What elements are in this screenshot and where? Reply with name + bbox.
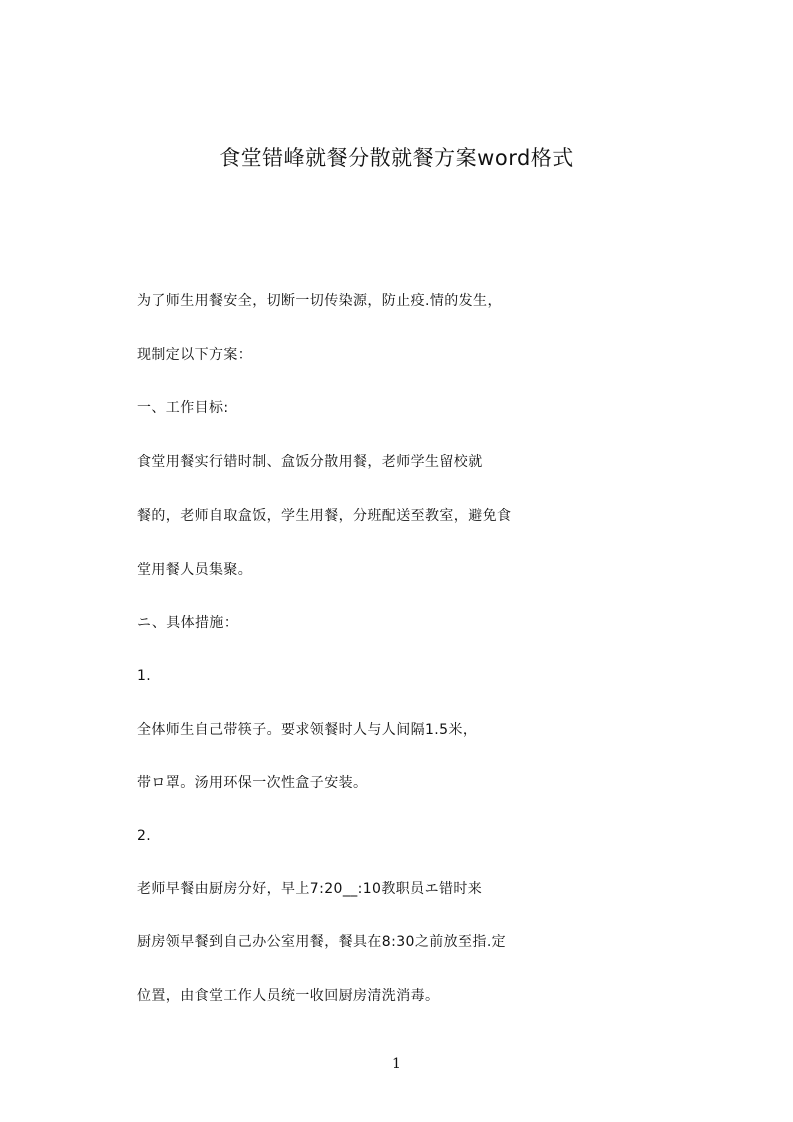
document-title: 食堂错峰就餐分散就餐方案word格式	[219, 146, 574, 170]
paragraph-line: 老师早餐由厨房分好，早上7:20__:10教职员エ错时来	[137, 881, 483, 897]
section-heading: 一、工作目标:	[137, 400, 229, 416]
list-number: 1.	[137, 668, 152, 684]
paragraph-line: 位置，由食堂工作人员统一收回厨房清洗消毒。	[137, 988, 440, 1004]
paragraph-line: 全体师生自己带筷子。要求领餐时人与人间隔1.5米，	[137, 722, 478, 738]
paragraph-line: 现制定以下方案：	[137, 347, 253, 363]
list-number: 2.	[137, 828, 152, 844]
page-number: 1	[392, 1056, 401, 1072]
paragraph-line: 食堂用餐实行错时制、盒饭分散用餐，老师学生留校就	[137, 454, 483, 470]
paragraph-line: 厨房领早餐到自己办公室用餐，餐具在8:30之前放至指.定	[137, 934, 507, 950]
paragraph-line: 堂用餐人员集聚。	[137, 562, 253, 578]
paragraph-line: 为了师生用餐安全，切断一切传染源，防止疫.情的发生，	[137, 293, 502, 309]
section-heading: ニ、具体措施：	[137, 615, 239, 631]
paragraph-line: 餐的，老师自取盒饭，学生用餐，分班配送至教室，避免食	[137, 508, 512, 524]
paragraph-line: 带ロ罩。汤用环保一次性盒子安装。	[137, 775, 368, 791]
